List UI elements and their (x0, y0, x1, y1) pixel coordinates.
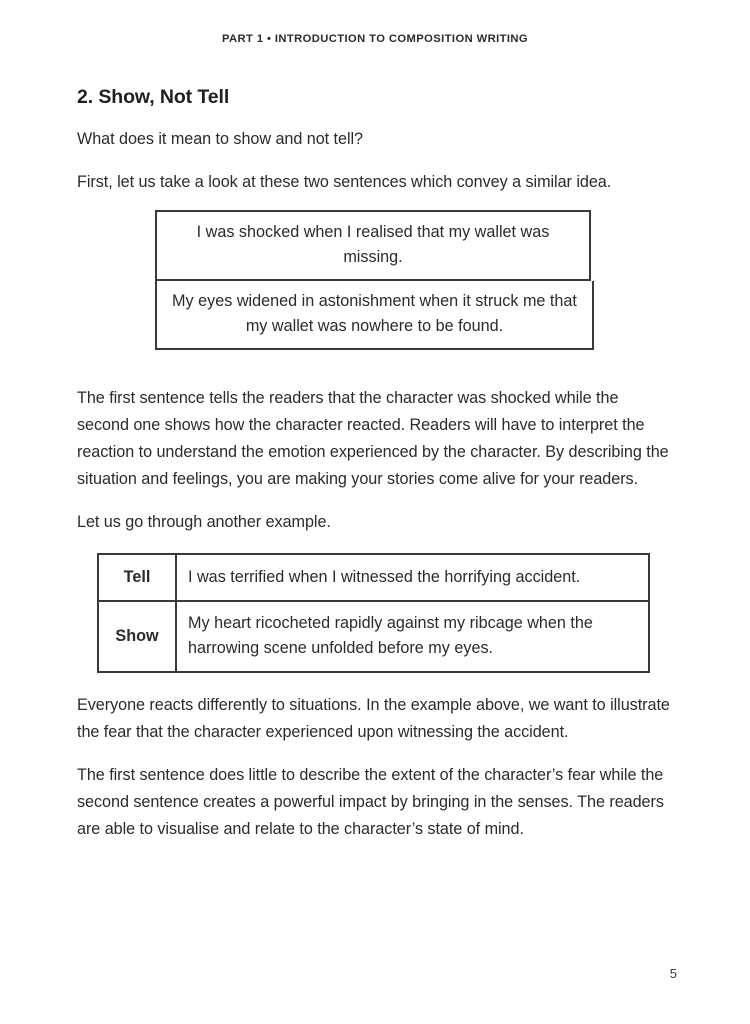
table-cell-text-tell: I was terrified when I witnessed the horrifying accident. (176, 554, 649, 601)
table-row (98, 601, 649, 672)
closing-paragraph: The first sentence does little to describe the extent of the character’s fear while the second sentence creates a powerful impact by bringing in the senses. The readers are able to visualise and relate to the character’s state of mind. (77, 766, 664, 839)
intro-lead-paragraph: First, let us take a look at these two sentences which convey a similar idea. (77, 173, 612, 192)
page-title: 2. Show, Not Tell (77, 86, 230, 108)
table-cell-text-show: My heart ricocheted rapidly against my ribcage when the harrowing scene unfolded before my eyes. (176, 601, 649, 672)
explanation-paragraph-two: Everyone reacts differently to situations. In the example above, we want to illustrate the fear that the character experienced upon witnessing the accident. (77, 696, 670, 742)
page-content (77, 86, 673, 843)
running-header: PART 1 • INTRODUCTION TO COMPOSITION WRITING (221, 33, 529, 45)
table-cell-label-tell: Tell (98, 554, 176, 601)
lead-to-second-example-paragraph: Let us go through another example. (77, 513, 331, 532)
table-row (98, 554, 649, 601)
explanation-paragraph-one: The first sentence tells the readers that the character was shocked while the second one shows how the character reacted. Readers will have to interpret the reaction to understand the emotion experienced by the character. By describing the situation and feelings, you are making your stories come alive for your readers. (77, 389, 669, 489)
example-row-show-sentence: My eyes widened in astonishment when it struck me that my wallet was nowhere to be found. (155, 281, 594, 350)
table-cell-label-show: Show (98, 601, 176, 672)
example-box-tell-show-sentences (155, 210, 591, 350)
intro-question-paragraph: What does it mean to show and not tell? (77, 130, 363, 149)
page-number: 5 (669, 966, 677, 981)
example-table-tell-show (97, 553, 650, 673)
example-row-tell-sentence: I was shocked when I realised that my wallet was missing. (155, 210, 591, 281)
